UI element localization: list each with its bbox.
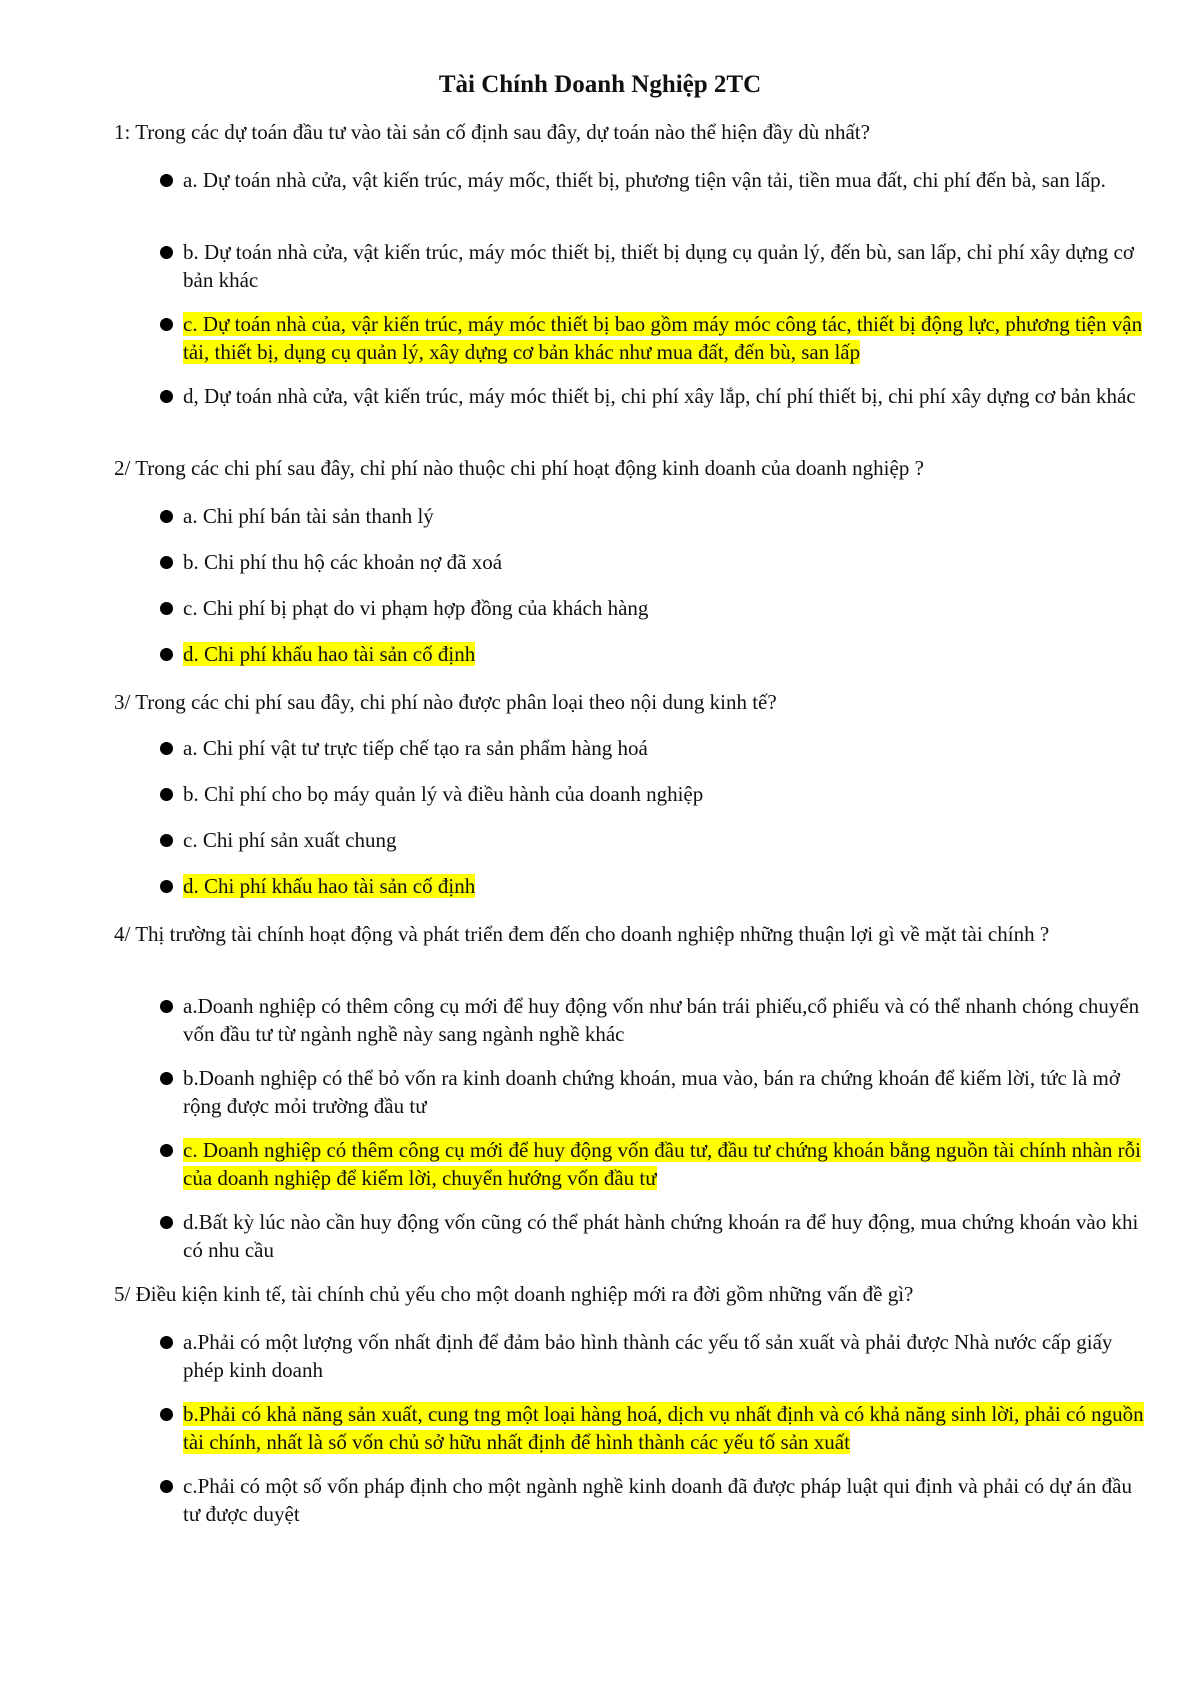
option-3a <box>160 734 1150 762</box>
bullet-icon <box>160 1336 173 1349</box>
highlighted-answer: c. Dự toán nhà của, vậr kiến trúc, máy móc thiết bị bao gồm máy móc công tác, thiết bị động lực, phương tiện vận tải, thiết bị, dụng cụ quản lý, xây dựng cơ bản khác như mua đất, đến bù, san lấp <box>183 312 1143 364</box>
option-5c <box>160 1472 1150 1528</box>
option-1b <box>160 238 1150 294</box>
question-5: 5/ Điều kiện kinh tế, tài chính chủ yếu cho một doanh nghiệp mới ra đời gồm những vấn đề gì? <box>114 1282 914 1306</box>
option-5b-highlighted <box>160 1400 1150 1456</box>
option-3b <box>160 780 1150 808</box>
bullet-icon <box>160 1480 173 1493</box>
option-3d-highlighted <box>160 872 1150 900</box>
bullet-icon <box>160 556 173 569</box>
option-2b <box>160 548 1150 576</box>
document-title: Tài Chính Doanh Nghiệp 2TC <box>438 71 762 98</box>
option-text: a.Doanh nghiệp có thêm công cụ mới để huy động vốn như bán trái phiếu,cổ phiếu và có thể nhanh chóng chuyển vốn đầu tư từ ngành nghề này sang ngành nghề khác <box>183 994 1140 1046</box>
option-2a <box>160 502 1150 530</box>
question-2: 2/ Trong các chi phí sau đây, chỉ phí nào thuộc chi phí hoạt động kinh doanh của doanh nghiệp ? <box>114 456 924 480</box>
option-1c-highlighted <box>160 310 1150 366</box>
option-text: a.Phải có một lượng vốn nhất định để đảm bảo hình thành các yếu tố sản xuất và phải được Nhà nước cấp giấy phép kinh doanh <box>183 1330 1113 1382</box>
option-1d <box>160 382 1150 410</box>
option-text: b. Dự toán nhà cửa, vật kiến trúc, máy móc thiết bị, thiết bị dụng cụ quản lý, đến bù, san lấp, chỉ phí xây dựng cơ bản khác <box>183 240 1134 292</box>
option-3c <box>160 826 1150 854</box>
option-2c <box>160 594 1150 622</box>
option-text: a. Chi phí vật tư trực tiếp chế tạo ra sản phẩm hàng hoá <box>183 736 648 760</box>
option-text: c. Chi phí bị phạt do vi phạm hợp đồng của khách hàng <box>183 596 649 620</box>
option-text: a. Chi phí bán tài sản thanh lý <box>183 504 434 528</box>
bullet-icon <box>160 510 173 523</box>
bullet-icon <box>160 318 173 331</box>
bullet-icon <box>160 648 173 661</box>
bullet-icon <box>160 1144 173 1157</box>
question-3: 3/ Trong các chi phí sau đây, chi phí nào được phân loại theo nội dung kinh tế? <box>114 690 777 714</box>
bullet-icon <box>160 390 173 403</box>
bullet-icon <box>160 1000 173 1013</box>
option-text: b. Chỉ phí cho bọ máy quản lý và điều hành của doanh nghiệp <box>183 782 704 806</box>
option-4c-highlighted <box>160 1136 1150 1192</box>
bullet-icon <box>160 1072 173 1085</box>
bullet-icon <box>160 1408 173 1421</box>
bullet-icon <box>160 1216 173 1229</box>
option-5a <box>160 1328 1150 1384</box>
highlighted-answer: c. Doanh nghiệp có thêm công cụ mới để huy động vốn đầu tư, đầu tư chứng khoán bằng nguồn tài chính nhàn rỗi của doanh nghiệp để kiếm lời, chuyển hướng vốn đầu tư <box>183 1138 1141 1190</box>
bullet-icon <box>160 834 173 847</box>
option-4a <box>160 992 1150 1048</box>
option-text: b. Chi phí thu hộ các khoản nợ đã xoá <box>183 550 503 574</box>
highlighted-answer: b.Phải có khả năng sản xuất, cung tng một loại hàng hoá, dịch vụ nhất định và có khả năng sinh lời, phải có nguồn tài chính, nhất là số vốn chủ sở hữu nhất định để hình thành các yếu tố sản xuất <box>183 1402 1144 1454</box>
highlighted-answer: d. Chi phí khấu hao tài sản cố định <box>183 874 476 898</box>
option-text: d.Bất kỳ lúc nào cần huy động vốn cũng có thể phát hành chứng khoán ra để huy động, mua chứng khoán vào khi có nhu cầu <box>183 1210 1139 1262</box>
option-text: a. Dự toán nhà cửa, vật kiến trúc, máy mốc, thiết bị, phương tiện vận tải, tiền mua đất, chi phí đến bà, san lấp. <box>183 168 1106 192</box>
option-1a <box>160 166 1150 194</box>
question-4: 4/ Thị trường tài chính hoạt động và phát triển đem đến cho doanh nghiệp những thuận lợi gì về mặt tài chính ? <box>114 922 1050 946</box>
bullet-icon <box>160 788 173 801</box>
bullet-icon <box>160 602 173 615</box>
bullet-icon <box>160 880 173 893</box>
bullet-icon <box>160 174 173 187</box>
option-2d-highlighted <box>160 640 1150 668</box>
option-4b <box>160 1064 1150 1120</box>
option-text: b.Doanh nghiệp có thể bỏ vốn ra kinh doanh chứng khoán, mua vào, bán ra chứng khoán để kiếm lời, tức là mở rộng được mỏi trường đầu tư <box>183 1066 1120 1118</box>
option-4d <box>160 1208 1150 1264</box>
question-1: 1: Trong các dự toán đầu tư vào tài sản cố định sau đây, dự toán nào thể hiện đầy dù nhất? <box>114 120 870 144</box>
bullet-icon <box>160 742 173 755</box>
highlighted-answer: d. Chi phí khấu hao tài sản cố định <box>183 642 476 666</box>
bullet-icon <box>160 246 173 259</box>
option-text: c.Phải có một số vốn pháp định cho một ngành nghề kinh doanh đã được pháp luật qui định và phải có dự án đầu tư được duyệt <box>183 1474 1132 1526</box>
option-text: c. Chi phí sản xuất chung <box>183 828 397 852</box>
option-text: d, Dự toán nhà cửa, vật kiến trúc, máy móc thiết bị, chi phí xây lắp, chí phí thiết bị, chi phí xây dựng cơ bản khác <box>183 384 1136 408</box>
